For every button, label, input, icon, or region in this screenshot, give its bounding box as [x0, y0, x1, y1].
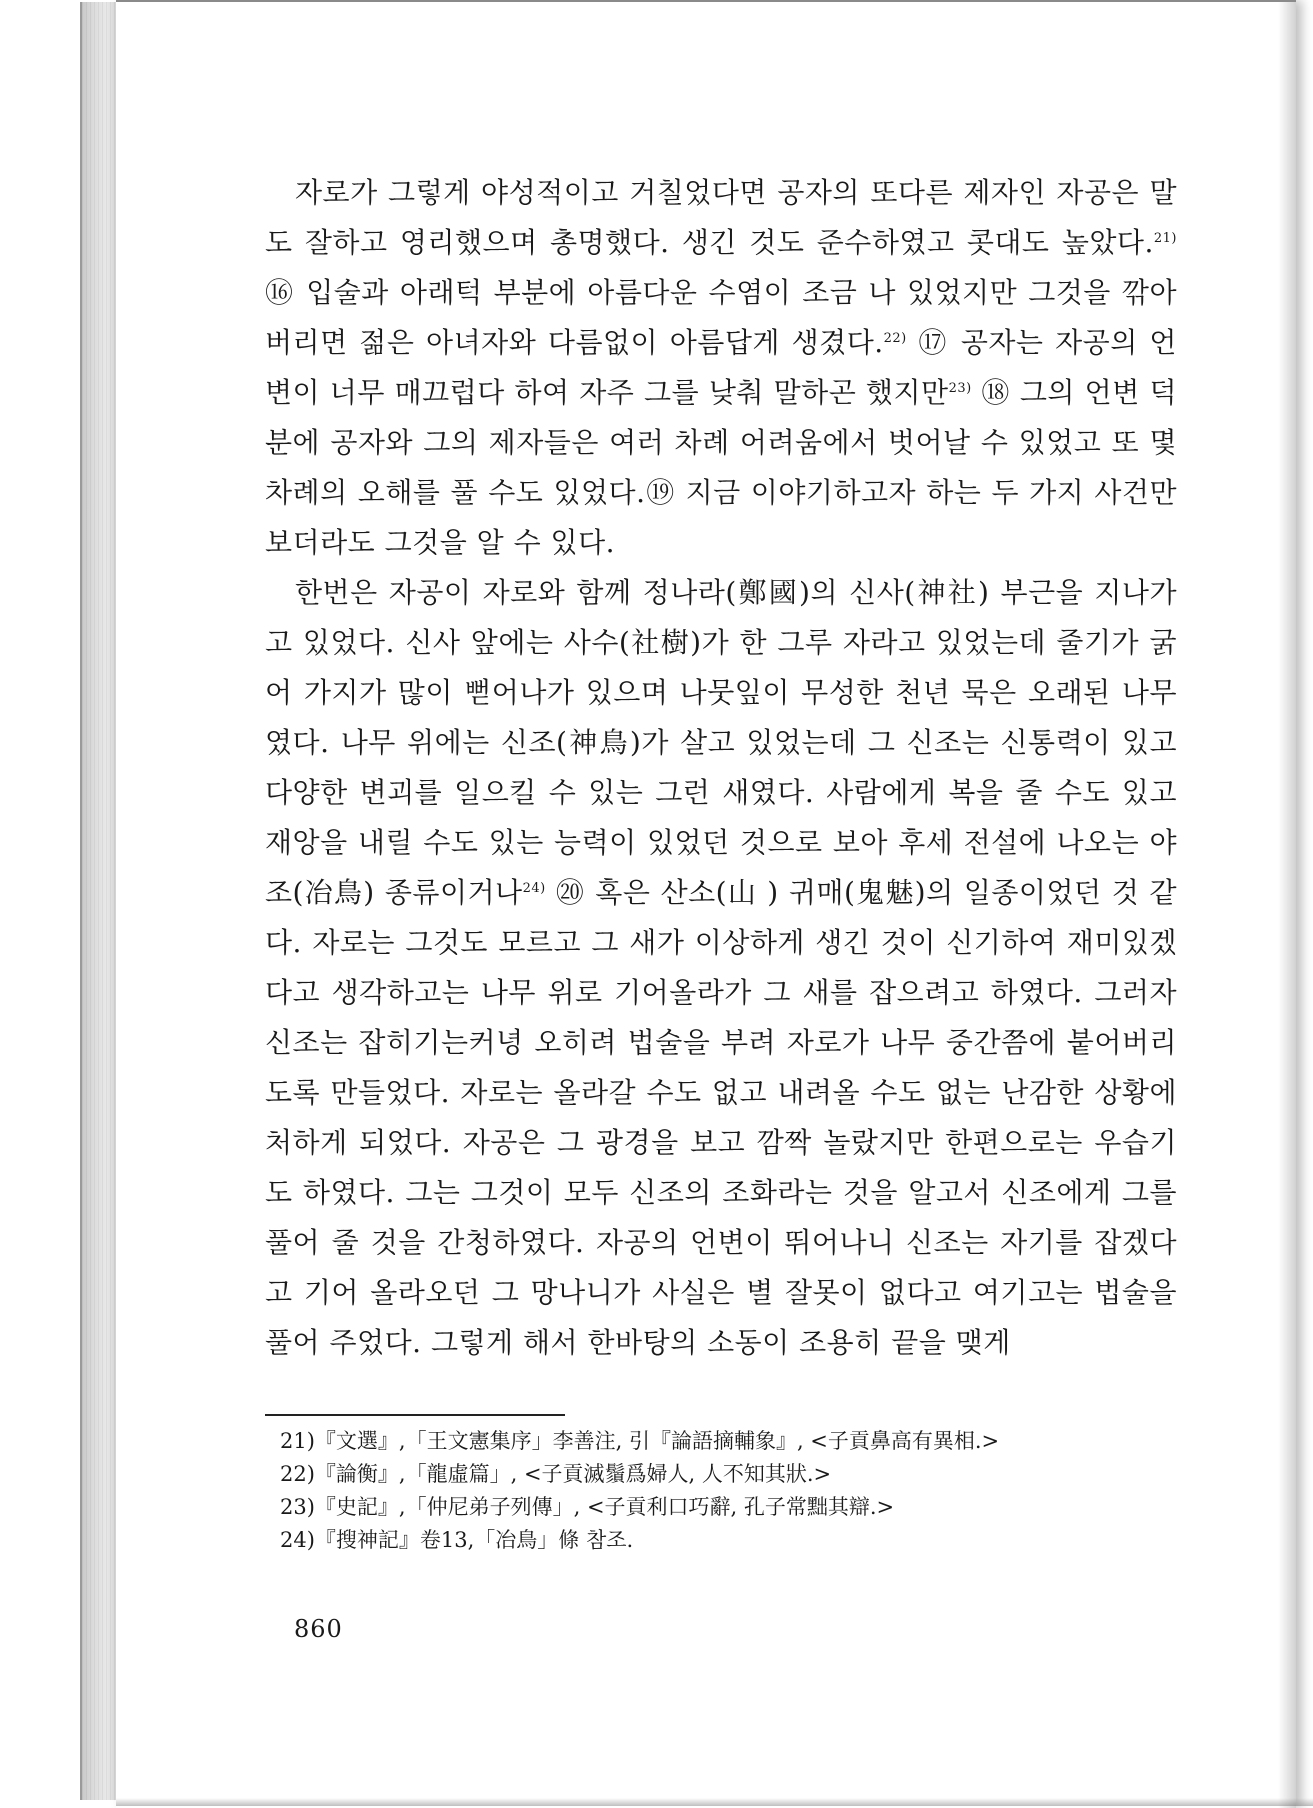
footnote-24: 24)『搜神記』卷13,「冶鳥」條 참조. — [280, 1528, 634, 1552]
body-text — [265, 168, 1177, 1368]
text-run: ⑯ 입술과 아래턱 부분에 아름다운 수염이 조금 나 있었지만 그것을 깎아버리면 젊은 아녀자와 다름없이 아름답게 생겼다. — [265, 276, 1177, 359]
page-number: 860 — [294, 1615, 343, 1643]
text-run: 자로가 그렇게 야성적이고 거칠었다면 공자의 또다른 제자인 자공은 말도 잘하고 영리했으며 총명했다. 생긴 것도 준수하였고 콧대도 높았다. — [265, 176, 1177, 259]
text-run: ⑱ 그의 언변 덕분에 공자와 그의 제자들은 여러 차례 어려움에서 벗어날 수 있었고 또 몇 차례의 오해를 풀 수도 있었다.⑲ 지금 이야기하고자 하는 두 가지 사건만 보더라도 그것을 알 수 있다. — [265, 376, 1178, 559]
footnote-separator — [265, 1414, 565, 1416]
footnote-ref: 24) — [522, 881, 546, 896]
footnote-ref: 22) — [883, 331, 907, 346]
page-bottom-shadow — [116, 1798, 1313, 1806]
page-shadow — [1278, 2, 1296, 1808]
footnote-23: 23)『史記』,「仲尼弟子列傳」, <子貢利口巧辭, 孔子常黜其辯.> — [280, 1495, 895, 1519]
text-run: ⑳ 혹은 산소(山 ) 귀매(鬼魅)의 일종이었던 것 같다. 자로는 그것도 모르고 그 새가 이상하게 생긴 것이 신기하여 재미있겠다고 생각하고는 나무 위로 기어올라가 그 새를 잡으려고 하였다. 그러자 신조는 잡히기는커녕 오히려 법술을 부려 자로가 나무 중간쯤에 붙어버리도록 만들었다. 자로는 올라갈 수도 없고 내려올 수도 없는 난감한 상황에 처하게 되었다. 자공은 그 광경을 보고 깜짝 놀랐지만 한편으로는 우습기도 하였다. 그는 그것이 모두 신조의 조화라는 것을 알고서 신조에게 그를 풀어 줄 것을 간청하였다. 자공의 언변이 뛰어나니 신조는 자기를 잡겠다고 기어 올라오던 그 망나니가 사실은 별 잘못이 없다고 여기고는 법술을 풀어 주었다. 그렇게 해서 한바탕의 소동이 조용히 끝을 맺게 — [265, 876, 1177, 1359]
paragraph — [265, 568, 1177, 1368]
text-run: ⑰ 공자는 자공의 언변이 너무 매끄럽다 하여 자주 그를 낮춰 말하곤 했지만 — [265, 326, 1177, 409]
text-run: 한번은 자공이 자로와 함께 정나라(鄭國)의 신사(神社) 부근을 지나가고 있었다. 신사 앞에는 사수(社樹)가 한 그루 자라고 있었는데 줄기가 굵어 가지가 많이 뻗어나가 있으며 나뭇잎이 무성한 천년 묵은 오래된 나무였다. 나무 위에는 신조(神鳥)가 살고 있었는데 그 신조는 신통력이 있고 다양한 변괴를 일으킬 수 있는 그런 새였다. 사람에게 복을 줄 수도 있고 재앙을 내릴 수도 있는 능력이 있었던 것으로 보아 후세 전설에 나오는 야조(冶鳥) 종류이거나 — [265, 576, 1177, 909]
footnotes — [280, 1425, 1160, 1557]
paragraph — [265, 168, 1177, 568]
footnote-ref: 21) — [1153, 231, 1177, 246]
footnote-22: 22)『論衡』,「龍虛篇」, <子貢滅鬚爲婦人, 人不知其狀.> — [280, 1462, 832, 1486]
footnote-ref: 23) — [948, 381, 972, 396]
footnote-21: 21)『文選』,「王文憲集序」李善注, 引『論語摘輔象』, <子貢鼻高有異相.> — [280, 1429, 1000, 1453]
